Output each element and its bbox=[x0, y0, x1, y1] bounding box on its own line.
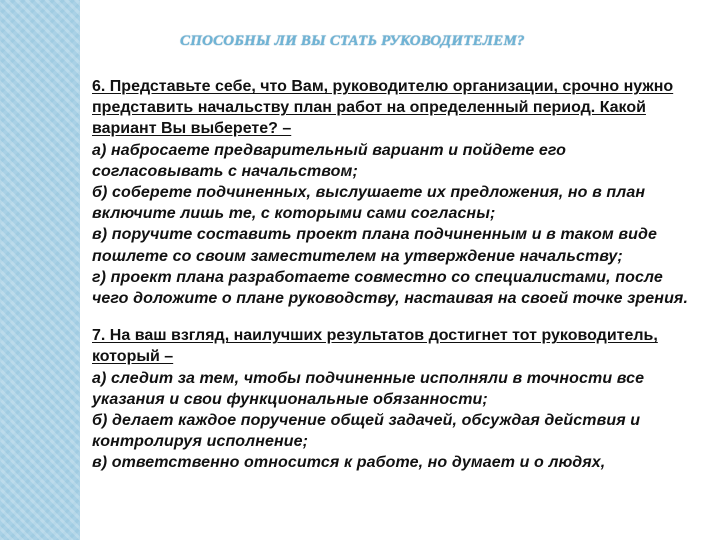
question-6-answer-a: а) набросаете предварительный вариант и пойдете его согласовывать с начальством; bbox=[92, 141, 567, 180]
question-7-answer-b: б) делает каждое поручение общей задачей, обсуждая действия и контролируя исполнение; bbox=[92, 412, 641, 451]
question-6-answer-b: б) соберете подчиненных, выслушаете их предложения, но в план включите лишь те, с которыми сами согласны; bbox=[92, 184, 646, 223]
section-gap bbox=[92, 309, 697, 325]
question-7-answer-c: в) ответственно относится к работе, но думает и о людях, bbox=[92, 454, 606, 472]
question-6-answer-c: в) поручите составить проект плана подчиненным и в таком виде пошлете со своим заместителем на утверждение начальству; bbox=[92, 226, 657, 265]
question-6: 6. Представьте себе, что Вам, руководителю организации, срочно нужно представить начальству план работ на определенный период. Какой вариант Вы выберете? – bbox=[92, 78, 674, 138]
question-7: 7. На ваш взгляд, наилучших результатов достигнет тот руководитель, который – bbox=[92, 327, 658, 366]
decorative-side-stripe bbox=[0, 0, 80, 540]
question-7-answer-a: а) следит за тем, чтобы подчиненные исполняли в точности все указания и свои функциональные обязанности; bbox=[92, 369, 645, 408]
question-6-answer-d: г) проект плана разработаете совместно со специалистами, после чего доложите о плане руководству, настаивая на своей точке зрения. bbox=[92, 268, 689, 308]
slide-title: СПОСОБНЫ ЛИ ВЫ СТАТЬ РУКОВОДИТЕЛЕМ? bbox=[180, 33, 525, 49]
slide-content bbox=[92, 76, 697, 474]
